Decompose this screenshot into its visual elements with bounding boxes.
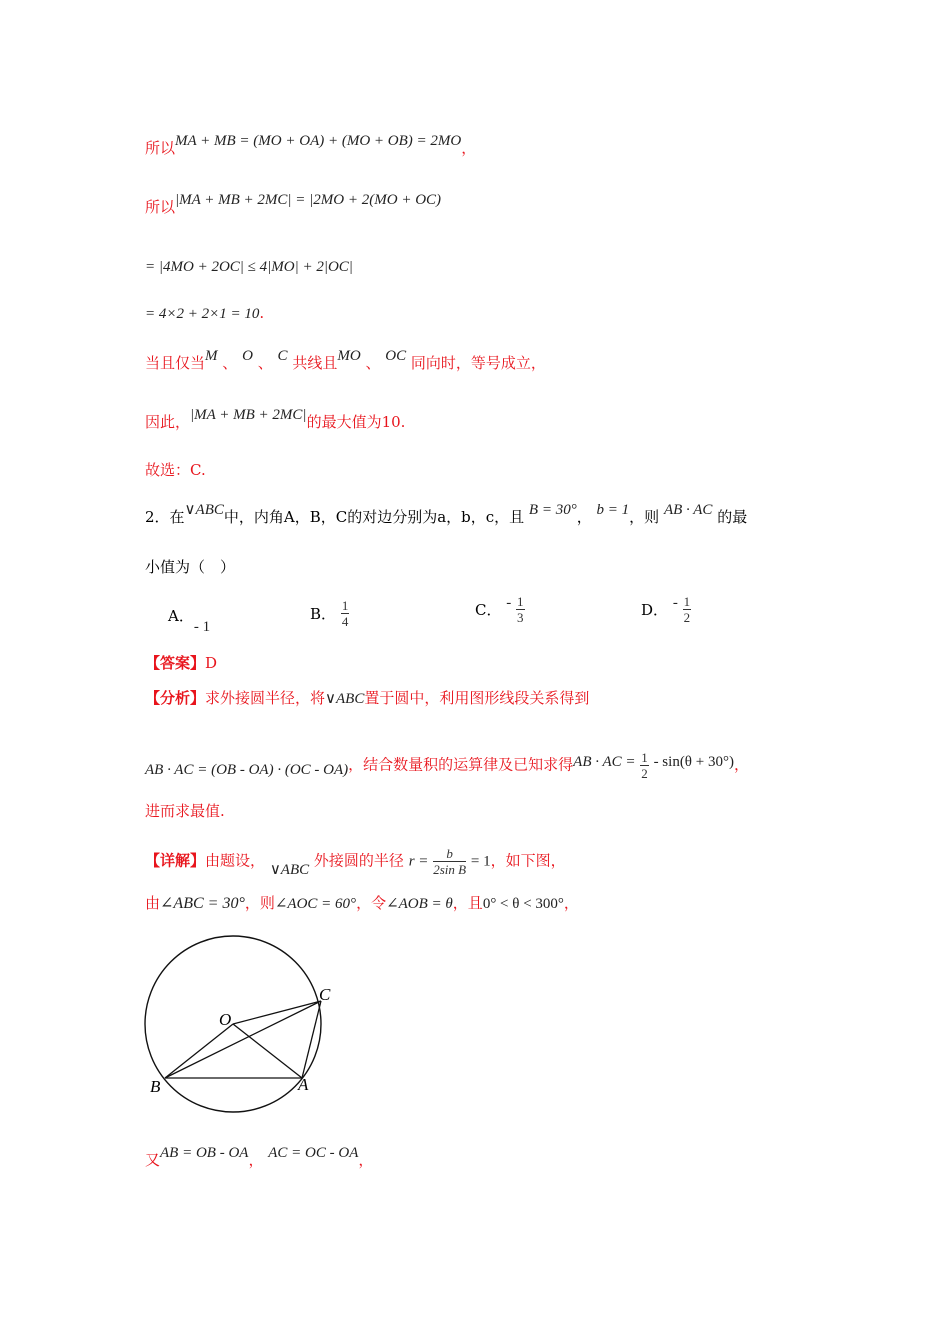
option-b-label: B． — [310, 605, 337, 623]
detail-angle-aob: ∠AOB = θ — [386, 896, 453, 912]
detail-triangle: ∨ABC — [269, 861, 310, 878]
detail-angle-abc: ∠ABC = 30° — [160, 895, 245, 912]
label-b: B — [150, 1077, 161, 1096]
detail-line2-b: ，则 — [244, 894, 275, 912]
option-a[interactable] — [168, 605, 211, 635]
option-a-label: A． — [168, 607, 194, 625]
detail-r-eq: r = — [408, 853, 429, 870]
analysis-fraction-den: 2 — [641, 766, 648, 781]
answer-label: 【答案】 — [145, 654, 206, 672]
line1-formula: MA + MB = (MO + OA) + (MO + OB) = 2MO — [175, 133, 462, 149]
line4-suffix: . — [259, 304, 265, 322]
option-b[interactable] — [310, 598, 349, 629]
line1-suffix: ， — [461, 139, 477, 157]
question-triangle: ∨ABC — [184, 502, 224, 518]
choose-c-text: 故选：C. — [145, 461, 206, 479]
question-cond-2: b = 1 — [596, 502, 630, 518]
option-c-label: C． — [475, 601, 502, 619]
option-d-numerator: 1 — [683, 594, 691, 609]
final-line — [145, 1145, 374, 1171]
option-c-fraction — [516, 594, 525, 625]
option-a-value: - 1 — [193, 619, 211, 635]
label-a: A — [298, 1075, 309, 1094]
detail-r-value: = 1 — [470, 853, 491, 870]
segment-oa — [233, 1024, 302, 1078]
line4-formula: = 4×2 + 2×1 = 10 — [145, 306, 260, 322]
analysis-expr-1: AB · AC = (OB - OA) · (OC - OA) — [145, 761, 349, 778]
detail-line2-a: 由 — [145, 894, 161, 912]
analysis-text-4: ， — [733, 755, 749, 774]
question-cond-1: B = 30° — [528, 502, 577, 518]
option-c[interactable] — [475, 594, 525, 625]
proof-line-2 — [145, 192, 442, 218]
detail-range: 0° < θ < 300° — [482, 896, 564, 912]
analysis-line-2 — [145, 750, 749, 781]
detail-angle-aoc: ∠AOC = 60° — [274, 896, 357, 912]
question-text-3: 的最 — [717, 508, 748, 526]
line5-O: O — [242, 348, 253, 364]
option-b-denominator: 4 — [341, 614, 349, 629]
analysis-line-1 — [145, 688, 589, 709]
line5-OC: OC — [385, 348, 407, 364]
line5-text-c: 同向时，等号成立， — [410, 354, 546, 372]
line5-text-b: 共线且 — [292, 354, 338, 372]
option-d-fraction — [683, 594, 692, 625]
line5-sep3: 、 — [365, 354, 381, 372]
question-expr: AB · AC — [663, 502, 713, 518]
question-2-line-1 — [145, 502, 748, 528]
question-line-2-text: 小值为（ ） — [145, 558, 236, 576]
detail-fraction — [433, 846, 466, 877]
analysis-fraction-num: 1 — [641, 750, 648, 765]
option-d-label: D． — [641, 601, 669, 619]
segment-oc — [233, 1001, 321, 1024]
detail-label: 【详解】 — [145, 851, 206, 870]
detail-fraction-num: b — [433, 846, 466, 862]
analysis-line-3-text: 进而求最值. — [145, 802, 225, 820]
final-suffix: ， — [358, 1151, 374, 1169]
analysis-label: 【分析】 — [145, 689, 206, 707]
analysis-expr-3: - sin(θ + 30°) — [653, 753, 734, 770]
answer-value: D — [205, 654, 218, 672]
label-c: C — [319, 985, 331, 1004]
line2-formula: |MA + MB + 2MC| = |2MO + 2(MO + OC) — [175, 192, 442, 208]
proof-line-3 — [145, 256, 353, 277]
label-o: O — [219, 1010, 232, 1029]
final-expr-2: AC = OC - OA — [268, 1145, 359, 1161]
detail-text-3: ，如下图， — [490, 851, 566, 870]
detail-line2-e: ， — [563, 894, 579, 912]
analysis-text-2: 置于圆中，利用图形线段关系得到 — [364, 689, 590, 707]
line2-prefix: 所以 — [145, 198, 176, 216]
line3-formula: = |4MO + 2OC| ≤ 4|MO| + 2|OC| — [145, 259, 353, 275]
question-number: 2．在 — [145, 508, 185, 526]
question-2-line-2 — [145, 557, 235, 577]
line6-formula: |MA + MB + 2MC| — [190, 407, 307, 423]
segment-ac — [302, 1001, 321, 1078]
option-d-denominator: 2 — [683, 610, 691, 625]
option-b-fraction — [341, 598, 350, 629]
line5-sep2: 、 — [257, 354, 273, 372]
line6-text-b: 的最大值为10. — [306, 413, 406, 431]
detail-line2-d: ，且 — [452, 894, 483, 912]
detail-line-2 — [145, 893, 579, 914]
detail-fraction-den: 2sin B — [433, 862, 467, 877]
option-c-sign: - — [506, 595, 512, 611]
line1-prefix: 所以 — [145, 139, 176, 157]
line6-text-a: 因此， — [145, 413, 191, 431]
analysis-triangle: ∨ABC — [325, 691, 365, 707]
final-expr-1: AB = OB - OA — [160, 1145, 249, 1161]
proof-line-6 — [145, 407, 406, 433]
option-d[interactable] — [641, 594, 691, 625]
analysis-text-1: 求外接圆半径，将 — [205, 689, 326, 707]
option-b-numerator: 1 — [341, 598, 349, 613]
option-c-denominator: 3 — [517, 610, 524, 625]
segment-bc — [165, 1001, 321, 1078]
question-text-2: ，则 — [629, 508, 660, 526]
detail-line2-c: ，令 — [356, 894, 387, 912]
answer-line — [145, 653, 217, 673]
line5-sep1: 、 — [222, 354, 238, 372]
line5-M: M — [205, 348, 218, 364]
proof-line-4 — [145, 303, 264, 324]
question-comma: ， — [576, 508, 592, 526]
detail-text-1: 由题设， — [205, 851, 266, 870]
analysis-expr-2: AB · AC = — [573, 753, 636, 770]
circle-figure — [140, 930, 340, 1120]
proof-line-5 — [145, 348, 546, 374]
option-c-numerator: 1 — [517, 594, 524, 609]
line5-MO: MO — [337, 348, 361, 364]
analysis-line-3 — [145, 801, 225, 821]
line5-C: C — [277, 348, 288, 364]
analysis-text-3: ，结合数量积的运算律及已知求得 — [348, 755, 574, 774]
proof-line-1 — [145, 133, 477, 159]
segment-ob — [165, 1024, 233, 1078]
proof-line-7 — [145, 460, 206, 480]
option-d-sign: - — [672, 595, 678, 611]
line5-text-a: 当且仅当 — [145, 354, 206, 372]
question-text-1: 中，内角A，B，C的对边分别为a，b，c，且 — [223, 508, 525, 526]
detail-line-1 — [145, 846, 566, 877]
final-comma: ， — [248, 1151, 264, 1169]
detail-text-2: 外接圆的半径 — [313, 851, 404, 870]
analysis-fraction — [640, 750, 649, 781]
final-prefix: 又 — [145, 1151, 161, 1169]
